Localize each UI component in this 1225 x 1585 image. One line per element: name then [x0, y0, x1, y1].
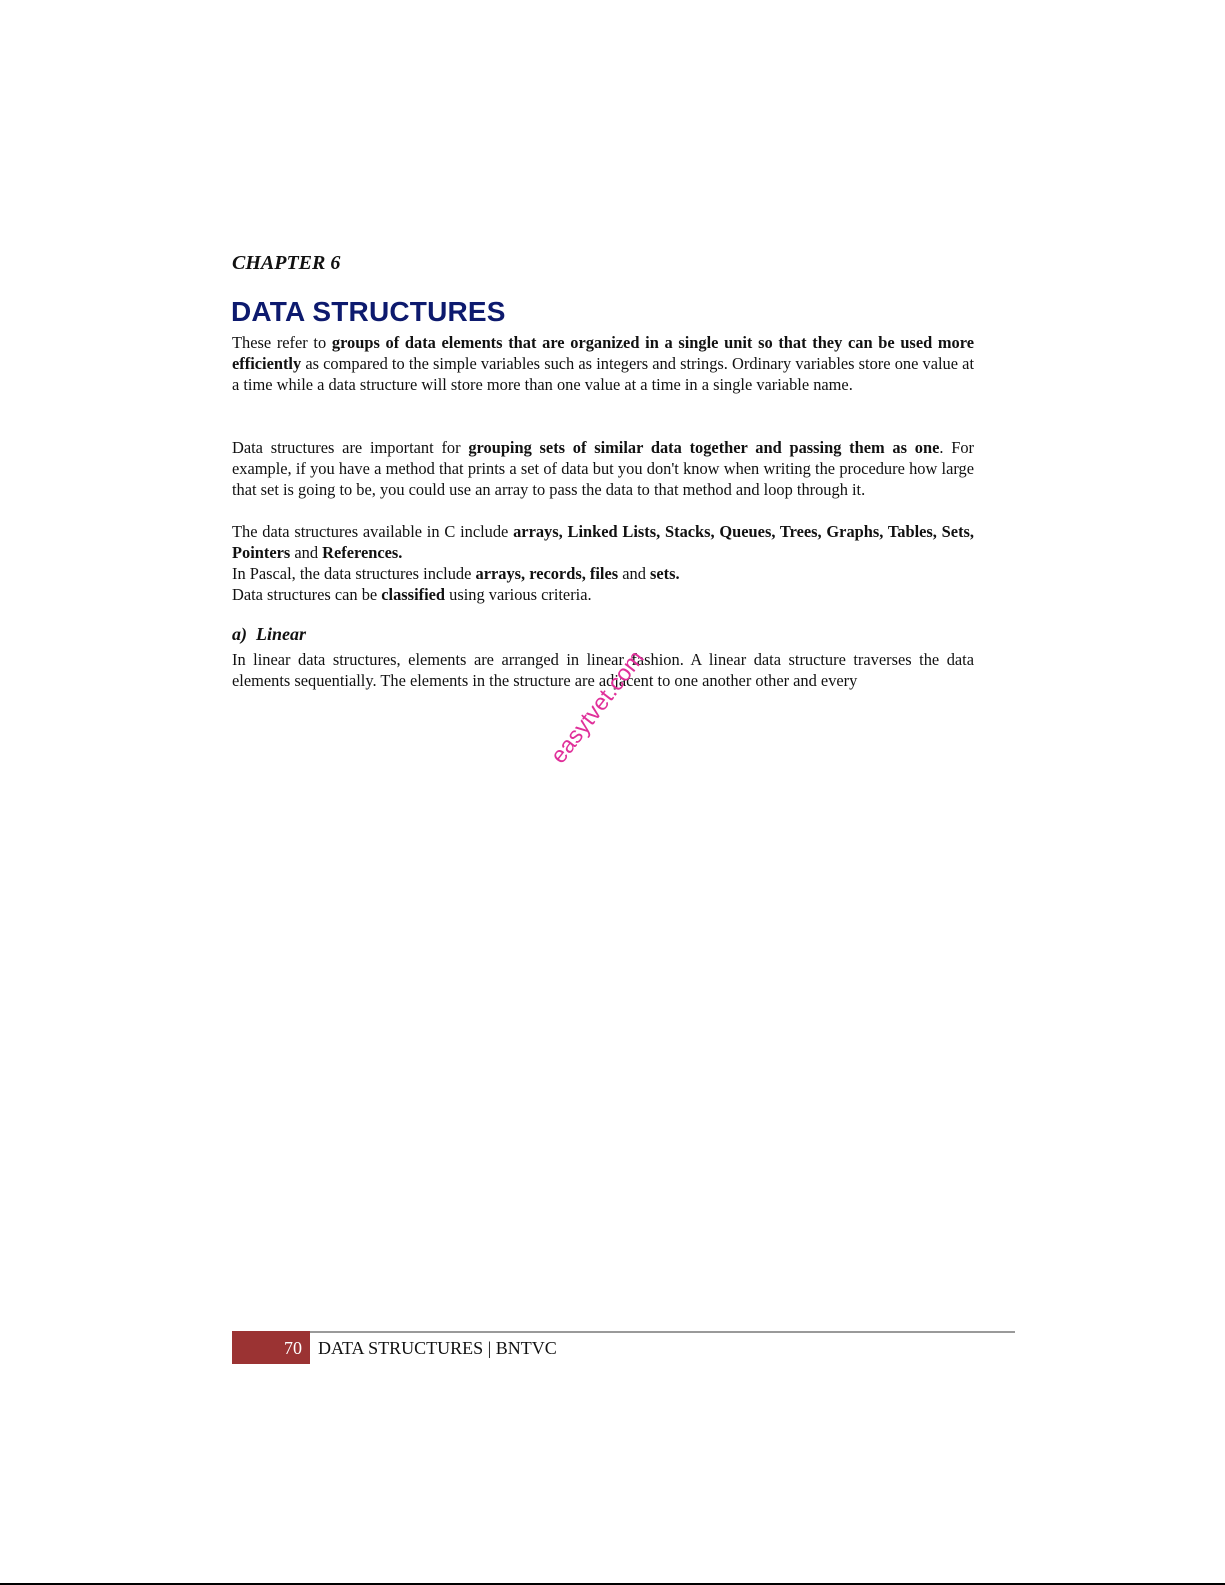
intro-text-c: as compared to the simple variables such as integers and strings. Ordinary variables store one value at a time while a data structure will store more than one value at a time in a single variable name.	[232, 354, 974, 394]
importance-text-c: . For example, if you have a method that prints a set of data but you don't know when writing the procedure how large that set is going to be, you could use an array to pass the data to that method and loop through it.	[232, 438, 974, 499]
c-structures-text-a: The data structures available in C include	[232, 522, 514, 541]
importance-text-a: Data structures are important for	[232, 438, 469, 457]
pascal-text-a: In Pascal, the data structures include	[232, 564, 476, 583]
page-number: 70	[232, 1331, 310, 1364]
footer-title: DATA STRUCTURES | BNTVC	[318, 1338, 557, 1358]
c-structures-last: References.	[322, 543, 403, 562]
intro-paragraph	[232, 332, 974, 395]
pascal-structures-paragraph	[232, 563, 974, 584]
intro-text-bold: groups of data elements that are organized in a single unit so that they can be used more efficiently	[232, 333, 974, 373]
subheading-text: Linear	[256, 624, 307, 644]
linear-paragraph: In linear data structures, elements are arranged in linear fashion. A linear data structure traverses the data elements sequentially. The elements in the structure are adjacent to one another other and every	[232, 650, 974, 690]
pascal-list: arrays, records, files	[475, 564, 619, 583]
page-title: DATA STRUCTURES	[231, 296, 506, 327]
classification-paragraph	[232, 584, 974, 605]
watermark: easytvet.com	[545, 645, 649, 769]
c-structures-list: arrays, Linked Lists, Stacks, Queues, Trees, Graphs, Tables, Sets, Pointers	[232, 522, 975, 562]
classification-text-c: using various criteria.	[445, 585, 592, 604]
subheading-label: a)	[232, 624, 247, 644]
c-structures-text-c: and	[290, 543, 323, 562]
classification-bold: classified	[381, 585, 446, 604]
linear-subheading	[232, 624, 306, 645]
importance-paragraph	[232, 437, 974, 500]
c-structures-paragraph	[232, 521, 974, 563]
importance-text-bold: grouping sets of similar data together and passing them as one	[468, 438, 940, 457]
pascal-text-c: and	[618, 564, 650, 583]
pascal-last: sets.	[650, 564, 680, 583]
classification-text-a: Data structures can be	[232, 585, 382, 604]
chapter-label: CHAPTER 6	[232, 252, 341, 274]
intro-text-a: These refer to	[232, 333, 332, 352]
